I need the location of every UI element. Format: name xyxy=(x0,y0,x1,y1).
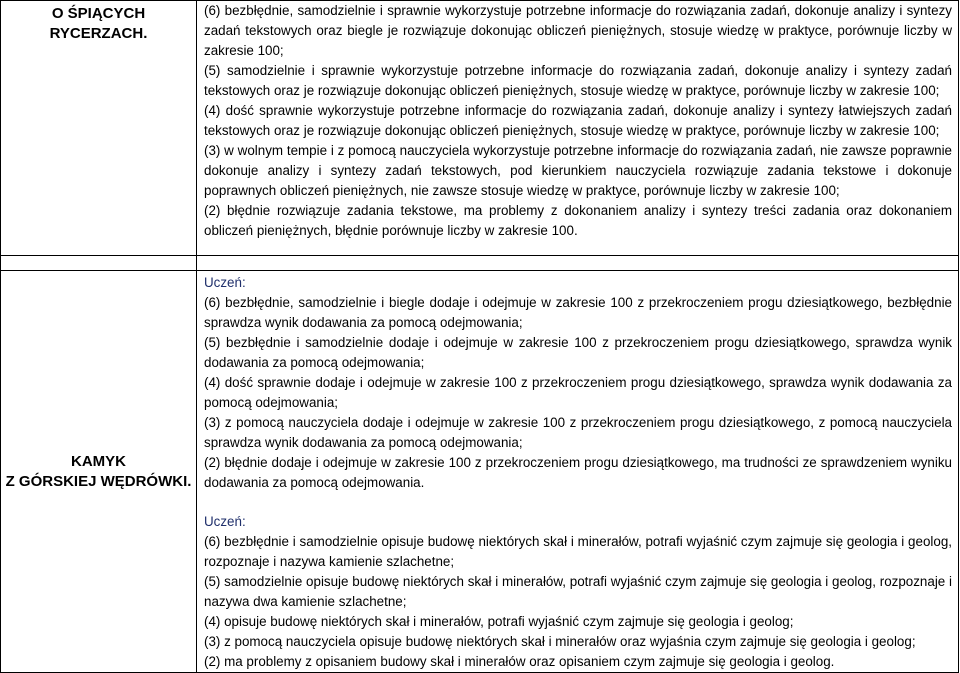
criterion-item: (4) dość sprawnie dodaje i odejmuje w zakresie 100 z przekroczeniem progu dziesiątkowego, sprawdza wynik dodawania za pomocą odejmowania; xyxy=(204,375,952,410)
criterion-item: (2) błędnie rozwiązuje zadania tekstowe, ma problemy z dokonaniem analizy i syntezy treści zadania oraz dokonaniem obliczeń pieniężnych, błędnie porównuje liczby w zakresie 100. xyxy=(204,203,952,238)
student-intro: Uczeń: xyxy=(204,275,246,290)
table-row xyxy=(1,1,959,256)
topic-title-line: Z GÓRSKIEJ WĘDRÓWKI. xyxy=(5,472,192,490)
criterion-item: (5) samodzielnie opisuje budowę niektórych skał i minerałów, potrafi wyjaśnić czym zajmuje się geologia i geolog, rozpoznaje i nazywa dwa kamienie szlachetne; xyxy=(204,574,952,609)
topic-title xyxy=(1,1,196,44)
topic-title xyxy=(1,271,196,672)
criterion-item: (4) dość sprawnie wykorzystuje potrzebne informacje do rozwiązania zadań, dokonuje analizy i syntezy łatwiejszych zadań tekstowych oraz je rozwiązuje dokonując obliczeń pieniężnych, stosuje wiedzę w praktyce, porównuje liczby w zakresie 100; xyxy=(204,103,952,138)
student-intro: Uczeń: xyxy=(204,514,246,529)
topic-title-line: O ŚPIĄCYCH xyxy=(51,5,146,22)
criterion-item: (2) ma problemy z opisaniem budowy skał i minerałów oraz opisaniem czym zajmuje się geologia i geolog. xyxy=(204,654,835,669)
criterion-item: (2) błędnie dodaje i odejmuje w zakresie 100 z przekroczeniem progu dziesiątkowego, ma trudności ze sprawdzeniem wyniku dodawania za pomocą odejmowania. xyxy=(204,455,952,490)
table-row xyxy=(1,271,959,673)
table-spacer xyxy=(1,256,959,271)
topic-title-line: KAMYK xyxy=(71,452,126,470)
criterion-item: (4) opisuje budowę niektórych skał i minerałów, potrafi wyjaśnić czym zajmuje się geologia i geolog; xyxy=(204,614,794,629)
topic-cell xyxy=(1,271,197,673)
criterion-item: (5) samodzielnie i sprawnie wykorzystuje potrzebne informacje do rozwiązania zadań, dokonuje analizy i syntezy zadań tekstowych oraz je rozwiązuje dokonując obliczeń pieniężnych, stosuje wiedzę w praktyce, porównuje liczby w zakresie 100; xyxy=(204,63,952,98)
criterion-item: (3) w wolnym tempie i z pomocą nauczyciela wykorzystuje potrzebne informacje do rozwiązania zadań, nie zawsze poprawnie dokonuje analizy i syntezy zadań tekstowych, pod kierunkiem nauczyciela rozwiązuje zadania tekstowe i dokonuje poprawnych obliczeń pieniężnych, nie zawsze stosuje wiedzę w praktyce, porównuje liczby w zakresie 100; xyxy=(204,143,952,198)
topic-cell xyxy=(1,1,197,256)
criterion-item: (6) bezbłędnie, samodzielnie i sprawnie wykorzystuje potrzebne informacje do rozwiązania zadań, dokonuje analizy i syntezy zadań tekstowych oraz biegle je rozwiązuje dokonując obliczeń pieniężnych, stosuje wiedzę w praktyce, porównuje liczby w zakresie 100; xyxy=(204,3,952,58)
criterion-item: (3) z pomocą nauczyciela opisuje budowę niektórych skał i minerałów oraz wyjaśnia czym zajmuje się geologia i geolog; xyxy=(204,634,916,649)
criterion-item: (6) bezbłędnie i samodzielnie opisuje budowę niektórych skał i minerałów, potrafi wyjaśnić czym zajmuje się geologia i geolog, rozpoznaje i nazywa kamienie szlachetne; xyxy=(204,534,952,569)
topic-title-line: RYCERZACH. xyxy=(49,25,148,42)
criterion-item: (6) bezbłędnie, samodzielnie i biegle dodaje i odejmuje w zakresie 100 z przekroczeniem progu dziesiątkowego, bezbłędnie sprawdza wynik dodawania za pomocą odejmowania; xyxy=(204,295,952,330)
criteria-cell xyxy=(197,271,959,673)
criteria-cell xyxy=(197,1,959,256)
criterion-item: (3) z pomocą nauczyciela dodaje i odejmuje w zakresie 100 z przekroczeniem progu dziesiątkowego, z pomocą nauczyciela sprawdza wynik dodawania za pomocą odejmowania; xyxy=(204,415,952,450)
criterion-item: (5) bezbłędnie i samodzielnie dodaje i odejmuje w zakresie 100 z przekroczeniem progu dziesiątkowego, sprawdza wynik dodawania za pomocą odejmowania; xyxy=(204,335,952,370)
